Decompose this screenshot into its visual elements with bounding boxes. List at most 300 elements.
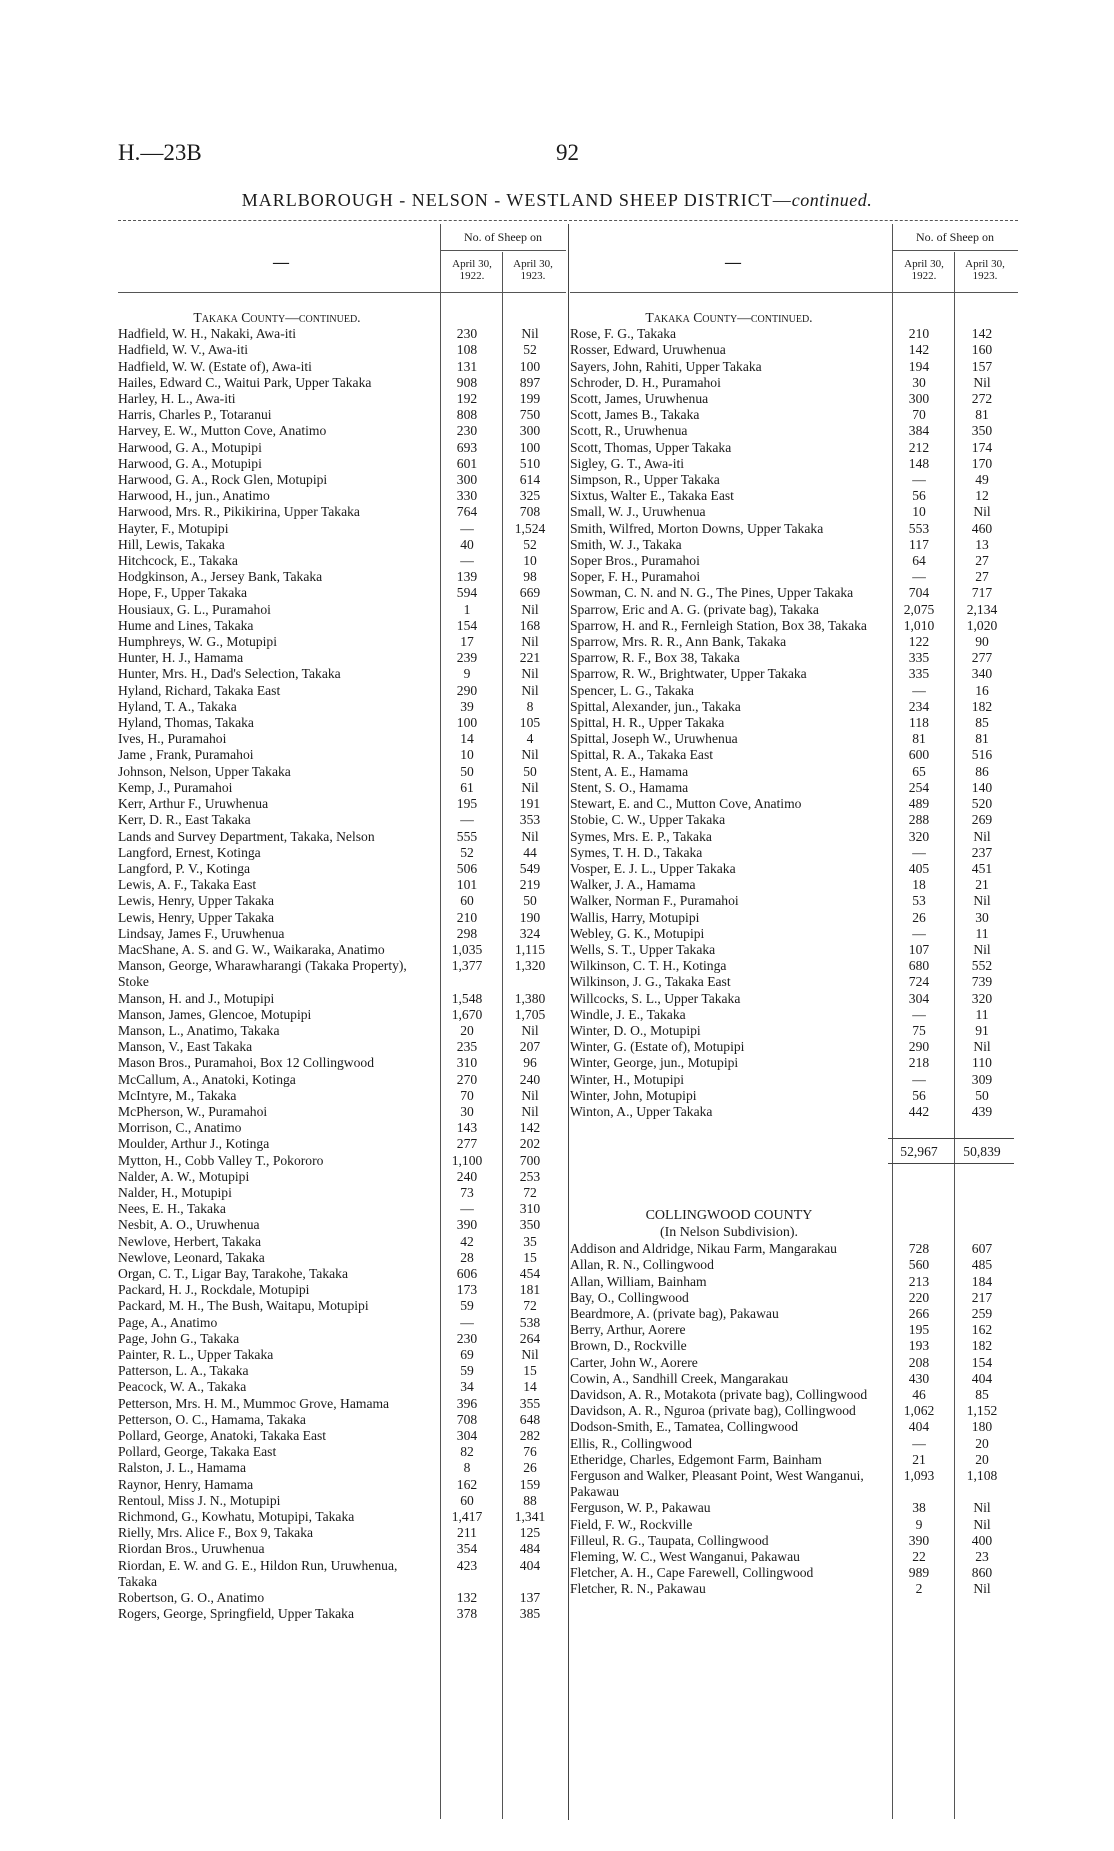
holder-name: Dodson-Smith, E., Tamatea, Collingwood: [570, 1419, 798, 1435]
sheep-1922: 728: [908, 1241, 930, 1257]
sheep-1923: 30: [975, 909, 989, 925]
table-row: [118, 958, 566, 990]
holder-name: Spittal, H. R., Upper Takaka: [570, 715, 725, 731]
sheep-1923: Nil: [521, 828, 539, 844]
holder-name: Willcocks, S. L., Upper Takaka: [570, 990, 741, 1006]
holder-name: Organ, C. T., Ligar Bay, Tarakohe, Takaka: [118, 1265, 349, 1281]
sheep-1923: 700: [519, 1152, 541, 1168]
total-label-blank: [570, 1138, 888, 1164]
sheep-1923: Nil: [973, 374, 991, 390]
sheep-1922: —: [912, 682, 926, 698]
section-subheading: (In Nelson Subdivision).: [659, 1224, 799, 1240]
table-row: [570, 666, 1018, 682]
holder-name: Pollard, George, Takaka East: [118, 1444, 277, 1460]
table-row: [118, 1217, 566, 1233]
sheep-1922: 9: [915, 1516, 923, 1532]
sheep-1922: 2,075: [903, 601, 935, 617]
table-row: [118, 1282, 566, 1298]
table-row: [118, 764, 566, 780]
holder-name: Smith, W. J., Takaka: [570, 536, 682, 552]
sheep-1923: 277: [971, 650, 993, 666]
sheep-1922: 1,093: [903, 1468, 935, 1483]
table-row: [570, 504, 1018, 520]
holder-name: Stewart, E. and C., Mutton Cove, Anatimo: [570, 796, 802, 812]
sheep-1922: 34: [460, 1379, 474, 1395]
sheep-1923: 385: [519, 1606, 541, 1622]
sheep-1923: 91: [975, 1022, 989, 1038]
header-rule: [570, 292, 1018, 293]
sheep-1922: —: [912, 1071, 926, 1087]
sheep-1922: 300: [908, 391, 930, 407]
table-row: [118, 440, 566, 456]
table-row: [570, 1533, 1018, 1549]
sheep-1922: 131: [456, 358, 478, 374]
sheep-1922: —: [460, 553, 474, 569]
right-column-header: [570, 224, 1018, 294]
sheep-1922: 396: [456, 1395, 478, 1411]
sheep-1922: 30: [912, 374, 926, 390]
holder-name: Davidson, A. R., Motakota (private bag), Collingwood: [570, 1386, 868, 1402]
sheep-1922: 28: [460, 1249, 474, 1265]
sheep-1923: 272: [971, 391, 993, 407]
holder-name: Rose, F. G., Takaka: [570, 326, 677, 342]
holder-name: Jame , Frank, Puramahoi: [118, 747, 254, 763]
holder-name: Sigley, G. T., Awa-iti: [570, 455, 685, 471]
sheep-1923: 105: [519, 715, 541, 731]
sheep-1923: 184: [971, 1273, 993, 1289]
sheep-1922: 390: [456, 1217, 478, 1233]
sheep-1923: 309: [971, 1071, 993, 1087]
holder-name: Winton, A., Upper Takaka: [570, 1103, 713, 1119]
sheep-1922: 555: [456, 828, 478, 844]
table-row: [118, 650, 566, 666]
sheep-1922: 304: [456, 1428, 478, 1444]
table-row: [570, 472, 1018, 488]
sheep-1923: Nil: [973, 893, 991, 909]
right-column: [570, 224, 1018, 1824]
sheep-1922: 384: [908, 423, 930, 439]
sheep-1923: 11: [975, 1006, 989, 1022]
table-row: [570, 1452, 1018, 1468]
right-table-body: [570, 310, 1018, 1598]
holder-name: Riordan, E. W. and G. E., Hildon Run, Uruwhenua, Takaka: [118, 1557, 398, 1589]
holder-name: Hume and Lines, Takaka: [118, 617, 254, 633]
sheep-1922: 59: [460, 1363, 474, 1379]
holder-name: Newlove, Herbert, Takaka: [118, 1233, 261, 1249]
table-row: [118, 1444, 566, 1460]
holder-name: Scott, R., Uruwhenua: [570, 423, 688, 439]
holder-name: Winter, George, jun., Motupipi: [570, 1055, 739, 1071]
sheep-1923: 182: [971, 698, 993, 714]
holder-name: Fleming, W. C., West Wanganui, Pakawau: [570, 1549, 800, 1565]
sheep-1922: —: [460, 812, 474, 828]
table-row: [570, 764, 1018, 780]
table-row: [570, 1322, 1018, 1338]
holder-name: Fletcher, R. N., Pakawau: [570, 1581, 706, 1597]
holder-name: Webley, G. K., Motupipi: [570, 925, 705, 941]
sheep-1923: Nil: [521, 666, 539, 682]
sheep-1923: 1,108: [966, 1468, 998, 1483]
table-row: [570, 440, 1018, 456]
sheep-1922: 560: [908, 1257, 930, 1273]
holder-name: Scott, James, Uruwhenua: [570, 391, 709, 407]
sheep-1922: 230: [456, 1330, 478, 1346]
table-row: [118, 1315, 566, 1331]
sheep-1922: 606: [456, 1265, 478, 1281]
table-row: [570, 569, 1018, 585]
table-row: [118, 521, 566, 537]
sheep-1922: 230: [456, 423, 478, 439]
sheep-1922: 69: [460, 1347, 474, 1362]
holder-name: Winter, John, Motupipi: [570, 1087, 697, 1103]
holder-name: Sparrow, R. F., Box 38, Takaka: [570, 650, 740, 666]
table-row: [118, 1379, 566, 1395]
sheep-1923: 1,341: [514, 1509, 546, 1525]
table-row: [570, 1055, 1018, 1071]
table-row: [570, 1306, 1018, 1322]
table-row: [118, 1541, 566, 1557]
table-row: [118, 1396, 566, 1412]
sheep-1922: 38: [912, 1500, 926, 1516]
sheep-1922: 70: [912, 407, 926, 423]
sheep-1923: 300: [519, 423, 541, 439]
sheep-1922: 195: [456, 796, 478, 812]
sheep-1922: 30: [460, 1103, 474, 1119]
sheep-1923: 520: [971, 796, 993, 812]
total-row: [570, 1138, 1018, 1164]
table-row: [570, 521, 1018, 537]
holder-name: Langford, Ernest, Kotinga: [118, 844, 261, 860]
table-row: [118, 1590, 566, 1606]
table-row: [118, 456, 566, 472]
holder-name: Harwood, Mrs. R., Pikikirina, Upper Takaka: [118, 504, 360, 520]
sheep-1923: 96: [523, 1055, 537, 1071]
sheep-1922: 162: [456, 1476, 478, 1492]
sheep-1923: 174: [971, 439, 993, 455]
sheep-1922: 310: [456, 1055, 478, 1071]
holder-name: Kemp, J., Puramahoi: [118, 779, 233, 795]
table-row: [118, 1347, 566, 1363]
table-row: [570, 634, 1018, 650]
table-row: [118, 391, 566, 407]
table-row: [118, 537, 566, 553]
table-row: [570, 958, 1018, 974]
table-row: [118, 602, 566, 618]
sheep-1923: 16: [975, 682, 989, 698]
sheep-1923: 202: [519, 1136, 541, 1152]
sheep-1923: 324: [519, 925, 541, 941]
sheep-1923: 81: [975, 731, 989, 747]
sheep-1923: 340: [971, 666, 993, 682]
table-row: [118, 666, 566, 682]
sheep-1923: 72: [523, 1298, 537, 1314]
holder-name: Berry, Arthur, Aorere: [570, 1322, 686, 1338]
table-row: [570, 926, 1018, 942]
holder-name: Sparrow, Mrs. R. R., Ann Bank, Takaka: [570, 634, 787, 650]
holder-name: Hill, Lewis, Takaka: [118, 536, 225, 552]
holder-name: Wells, S. T., Upper Takaka: [570, 941, 716, 957]
sheep-1923: 49: [975, 472, 989, 488]
sheep-1922: 82: [460, 1444, 474, 1460]
holder-name: Robertson, G. O., Anatimo: [118, 1590, 265, 1606]
sheep-1923: 154: [971, 1354, 993, 1370]
table-row: [570, 1023, 1018, 1039]
table-row: [570, 1338, 1018, 1354]
sheep-1922: 230: [456, 326, 478, 342]
table-row: [118, 877, 566, 893]
sheep-1923: 110: [972, 1055, 992, 1071]
total-1923: 50,839: [950, 1138, 1014, 1164]
table-row: [570, 488, 1018, 504]
sheep-1923: 157: [971, 358, 993, 374]
sheep-1922: 1,010: [903, 617, 935, 633]
year-1922-heading: April 30, 1922.: [452, 258, 492, 282]
sheep-1922: 122: [908, 634, 930, 650]
table-row: [118, 1460, 566, 1476]
total-1922: 52,967: [888, 1138, 950, 1164]
holder-name: Sayers, John, Rahiti, Upper Takaka: [570, 358, 762, 374]
sheep-1923: 221: [519, 650, 541, 666]
sheep-1922: —: [460, 1314, 474, 1330]
sheep-1922: 288: [908, 812, 930, 828]
sheep-1923: Nil: [973, 504, 991, 520]
sheep-1922: 290: [456, 682, 478, 698]
table-row: [570, 618, 1018, 634]
sheep-1923: 142: [971, 326, 993, 342]
holder-name: Pollard, George, Anatoki, Takaka East: [118, 1428, 327, 1444]
sheep-1923: 485: [971, 1257, 993, 1273]
sheep-1923: 86: [975, 763, 989, 779]
sheep-1922: 211: [457, 1525, 477, 1541]
sheep-1923: 648: [519, 1411, 541, 1427]
table-row: [118, 359, 566, 375]
sheep-1923: 897: [519, 374, 541, 390]
holder-name: Manson, James, Glencoe, Motupipi: [118, 1006, 312, 1022]
holder-name: Scott, Thomas, Upper Takaka: [570, 439, 732, 455]
sheep-1923: 614: [519, 472, 541, 488]
holder-name: Sowman, C. N. and N. G., The Pines, Upper Takaka: [570, 585, 854, 601]
sheep-1922: 193: [908, 1338, 930, 1354]
holder-name: Sparrow, Eric and A. G. (private bag), Takaka: [570, 601, 819, 617]
table-row: [118, 942, 566, 958]
table-row: [570, 1500, 1018, 1516]
sheep-1922: 553: [908, 520, 930, 536]
holder-name: Manson, L., Anatimo, Takaka: [118, 1022, 280, 1038]
table-row: [570, 1290, 1018, 1306]
sheep-1923: 1,320: [514, 958, 546, 974]
sheep-1923: Nil: [973, 1500, 991, 1516]
holder-name: Lewis, Henry, Upper Takaka: [118, 893, 275, 909]
holder-name: Moulder, Arthur J., Kotinga: [118, 1136, 270, 1152]
table-row: [570, 1104, 1018, 1120]
table-row: [570, 861, 1018, 877]
holder-name: Brown, D., Rockville: [570, 1338, 687, 1354]
holder-name: Harwood, H., jun., Anatimo: [118, 488, 270, 504]
holder-name: Lindsay, James F., Uruwhenua: [118, 925, 285, 941]
table-row: [570, 1039, 1018, 1055]
sheep-1923: 219: [519, 877, 541, 893]
sheep-1922: 75: [912, 1022, 926, 1038]
holder-name: Rielly, Mrs. Alice F., Box 9, Takaka: [118, 1525, 314, 1541]
holder-name: Raynor, Henry, Hamama: [118, 1476, 254, 1492]
holder-name: Cowin, A., Sandhill Creek, Mangarakau: [570, 1370, 789, 1386]
table-row: [570, 1517, 1018, 1533]
sheep-1922: 1,100: [451, 1152, 483, 1168]
sheep-1923: 2,134: [966, 601, 998, 617]
sheep-1923: 350: [519, 1217, 541, 1233]
holder-name: Peacock, W. A., Takaka: [118, 1379, 247, 1395]
holder-name: Ferguson and Walker, Pleasant Point, West Wanganui, Pakawau: [570, 1468, 864, 1500]
sheep-1922: 59: [460, 1298, 474, 1314]
holder-name: Hayter, F., Motupipi: [118, 520, 229, 536]
sheep-count-heading: No. of Sheep on: [916, 230, 994, 244]
header-rule: [440, 250, 566, 251]
sheep-1923: 355: [519, 1395, 541, 1411]
table-row: [570, 1403, 1018, 1419]
sheep-1923: 240: [519, 1071, 541, 1087]
sheep-1922: 354: [456, 1541, 478, 1557]
holder-name: Housiaux, G. L., Puramahoi: [118, 601, 271, 617]
holder-name: Nesbit, A. O., Uruwhenua: [118, 1217, 260, 1233]
sheep-1922: —: [912, 472, 926, 488]
sheep-1922: 335: [908, 666, 930, 682]
table-row: [118, 926, 566, 942]
table-row: [118, 407, 566, 423]
holder-name: Allan, R. N., Collingwood: [570, 1257, 714, 1273]
sheep-1922: 73: [460, 1184, 474, 1200]
sheep-1923: 88: [523, 1492, 537, 1508]
sheep-1923: 90: [975, 634, 989, 650]
page-number: 92: [556, 140, 579, 165]
sheep-1922: 680: [908, 958, 930, 974]
holder-name: Spittal, R. A., Takaka East: [570, 747, 714, 763]
sheep-1923: 860: [971, 1565, 993, 1581]
sheep-1923: 85: [975, 1386, 989, 1402]
sheep-1922: 18: [912, 877, 926, 893]
table-row: [570, 845, 1018, 861]
sheep-1922: 708: [456, 1411, 478, 1427]
sheep-1922: 20: [460, 1022, 474, 1038]
sheep-1923: 404: [971, 1370, 993, 1386]
sheep-1922: 1,548: [451, 990, 483, 1006]
sheep-1923: 190: [519, 909, 541, 925]
sheep-1923: Nil: [973, 1039, 991, 1055]
sheep-1923: 14: [523, 1379, 537, 1395]
sheep-1922: 8: [463, 1460, 471, 1476]
holder-name: Painter, R. L., Upper Takaka: [118, 1347, 274, 1362]
holder-name: Harwood, G. A., Motupipi: [118, 455, 262, 471]
sheep-1922: 65: [912, 763, 926, 779]
holder-name: Beardmore, A. (private bag), Pakawau: [570, 1305, 779, 1321]
holder-name: Hyland, T. A., Takaka: [118, 698, 237, 714]
sheep-1923: Nil: [973, 1516, 991, 1532]
table-row: [118, 1412, 566, 1428]
holder-name: Small, W. J., Uruwhenua: [570, 504, 706, 520]
sheep-1923: 320: [971, 990, 993, 1006]
sheep-1923: 237: [971, 844, 993, 860]
sheep-1923: 27: [975, 553, 989, 569]
sheep-1923: 353: [519, 812, 541, 828]
sheep-1922: 42: [460, 1233, 474, 1249]
sheep-1922: 430: [908, 1370, 930, 1386]
holder-name: Hodgkinson, A., Jersey Bank, Takaka: [118, 569, 323, 585]
sheep-1923: 180: [971, 1419, 993, 1435]
sheep-1922: —: [460, 520, 474, 536]
table-row: [570, 1088, 1018, 1104]
sheep-1923: 4: [526, 731, 534, 747]
table-row: [570, 731, 1018, 747]
sheep-1923: Nil: [521, 1103, 539, 1119]
spacer: [570, 1164, 1018, 1208]
holder-name: Stobie, C. W., Upper Takaka: [570, 812, 726, 828]
year-1922-heading: April 30, 1922.: [904, 258, 944, 282]
sheep-1923: 538: [519, 1314, 541, 1330]
holder-name: Winter, H., Motupipi: [570, 1071, 685, 1087]
sheep-1922: 40: [460, 536, 474, 552]
table-row: [118, 488, 566, 504]
sheep-1922: 239: [456, 650, 478, 666]
sheep-1922: 378: [456, 1606, 478, 1622]
sheep-1923: 162: [971, 1322, 993, 1338]
sheep-1923: 400: [971, 1532, 993, 1548]
sheep-1923: Nil: [973, 941, 991, 957]
sheep-1922: 298: [456, 925, 478, 941]
sheep-1923: 199: [519, 391, 541, 407]
table-row: [118, 1363, 566, 1379]
sheep-1923: 310: [519, 1201, 541, 1217]
holder-name: Hadfield, W. H., Nakaki, Awa-iti: [118, 326, 297, 342]
sheep-1922: 404: [908, 1419, 930, 1435]
holder-name: Ralston, J. L., Hamama: [118, 1460, 246, 1476]
sheep-1922: 693: [456, 439, 478, 455]
sheep-1923: 35: [523, 1233, 537, 1249]
holder-name: Nalder, A. W., Motupipi: [118, 1168, 250, 1184]
sheep-1922: 234: [908, 698, 930, 714]
sheep-1923: Nil: [521, 634, 539, 650]
table-row: [118, 1266, 566, 1282]
sheep-1923: Nil: [521, 1022, 539, 1038]
table-row: [118, 845, 566, 861]
sheep-1923: 98: [523, 569, 537, 585]
left-column-header: [118, 224, 566, 294]
page-title: [0, 190, 1114, 211]
holder-name: Field, F. W., Rockville: [570, 1516, 693, 1532]
holder-name: Packard, H. J., Rockdale, Motupipi: [118, 1282, 310, 1298]
sheep-1923: 607: [971, 1241, 993, 1257]
title-continued: continued.: [791, 190, 873, 210]
sheep-1922: 10: [460, 747, 474, 763]
holder-name: Mason Bros., Puramahoi, Box 12 Collingwood: [118, 1055, 375, 1071]
table-row: [570, 893, 1018, 909]
table-row: [118, 1055, 566, 1071]
table-row: [118, 829, 566, 845]
table-row: [570, 699, 1018, 715]
sheep-1923: 253: [519, 1168, 541, 1184]
sheep-1922: 14: [460, 731, 474, 747]
holder-name: Humphreys, W. G., Motupipi: [118, 634, 277, 650]
sheep-count-heading: No. of Sheep on: [464, 230, 542, 244]
holder-name: Patterson, L. A., Takaka: [118, 1363, 249, 1379]
spacer: [570, 1120, 1018, 1138]
table-row: [570, 375, 1018, 391]
holder-name: Page, John G., Takaka: [118, 1330, 240, 1346]
sheep-1922: 108: [456, 342, 478, 358]
sheep-1922: 240: [456, 1168, 478, 1184]
table-row: [118, 910, 566, 926]
sheep-1923: 259: [971, 1305, 993, 1321]
table-row: [570, 423, 1018, 439]
sheep-1923: 20: [975, 1435, 989, 1451]
